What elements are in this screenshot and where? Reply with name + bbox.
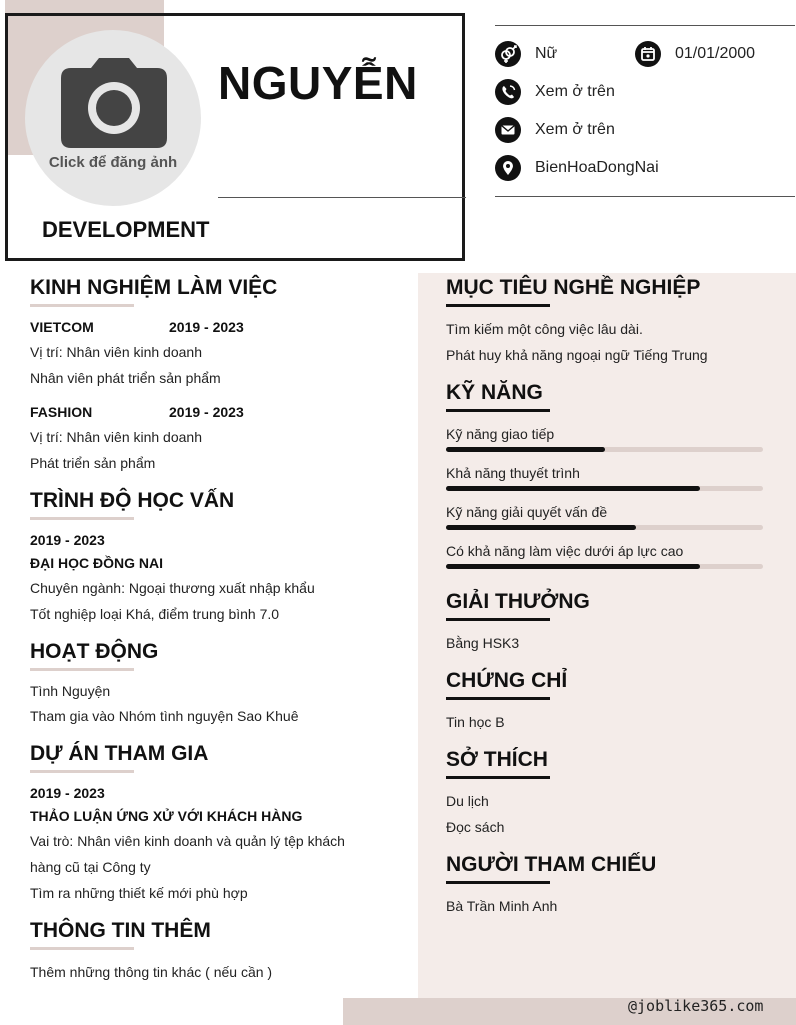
heading-underline [30,947,134,950]
hobby-line: Đọc sách [446,819,505,835]
heading-underline [30,668,134,671]
project-name: THẢO LUẬN ỨNG XỬ VỚI KHÁCH HÀNG [30,808,303,824]
experience-line: Phát triển sản phẩm [30,455,156,471]
skill-bar-fill [446,564,700,569]
job-title: DEVELOPMENT [42,217,210,242]
project-line: Vai trò: Nhân viên kinh doanh và quản lý tệp khách [30,833,345,849]
company-period: 2019 - 2023 [169,404,244,420]
skill-label: Kỹ năng giao tiếp [446,426,555,442]
photo-caption[interactable]: Click để đăng ảnh [48,154,178,171]
candidate-name: NGUYỄN [218,57,418,109]
skill-bar-fill [446,447,605,452]
heading-underline [30,304,134,307]
contact-divider-top [495,25,795,26]
company-name: FASHION [30,404,93,420]
skill-bar [446,564,763,569]
email-icon [495,117,521,143]
skill-bar [446,447,763,452]
more-info-line: Thêm những thông tin khác ( nếu cần ) [30,964,273,980]
skill-label: Khả năng thuyết trình [446,465,580,481]
reference-line: Bà Trần Minh Anh [446,898,558,914]
address-value: BienHoaDongNai [535,159,659,176]
experience-line: Vị trí: Nhân viên kinh doanh [30,344,202,360]
activity-line: Tình Nguyện [30,683,111,699]
gender-icon [495,41,521,67]
section-heading-references: NGƯỜI THAM CHIẾU [446,853,657,876]
experience-line: Vị trí: Nhân viên kinh doanh [30,429,202,445]
birthday-value: 01/01/2000 [675,45,756,62]
certificate-line: Tin học B [446,714,505,730]
skill-bar-fill [446,486,700,491]
section-heading-awards: GIẢI THƯỞNG [446,590,590,613]
school-name: ĐẠI HỌC ĐỒNG NAI [30,555,163,571]
email-value: Xem ở trên [535,121,615,138]
skill-label: Có khả năng làm việc dưới áp lực cao [446,543,684,559]
education-line: Chuyên ngành: Ngoại thương xuất nhập khẩu [30,580,315,596]
objective-line: Phát huy khả năng ngoại ngữ Tiếng Trung [446,347,708,363]
hobby-line: Du lịch [446,793,489,809]
section-heading-experience: KINH NGHIỆM LÀM VIỆC [30,276,278,299]
footer-watermark: @joblike365.com [628,997,764,1015]
heading-underline [30,517,134,520]
project-period: 2019 - 2023 [30,785,105,801]
skill-bar-fill [446,525,636,530]
heading-underline [446,304,550,307]
section-heading-hobbies: SỞ THÍCH [446,748,548,771]
phone-icon [495,79,521,105]
heading-underline [446,409,550,412]
experience-line: Nhân viên phát triển sản phẩm [30,370,221,386]
location-icon [495,155,521,181]
section-heading-objective: MỤC TIÊU NGHỀ NGHIỆP [446,276,701,299]
section-heading-projects: DỰ ÁN THAM GIA [30,742,209,765]
skill-label: Kỹ năng giải quyết vấn đề [446,504,608,520]
heading-underline [30,770,134,773]
section-heading-certificates: CHỨNG CHỈ [446,669,568,692]
award-line: Bằng HSK3 [446,635,520,651]
section-heading-activities: HOẠT ĐỘNG [30,640,159,663]
section-heading-more-info: THÔNG TIN THÊM [30,919,211,942]
section-heading-skills: KỸ NĂNG [446,381,543,404]
education-line: Tốt nghiệp loại Khá, điểm trung bình 7.0 [30,606,280,622]
heading-underline [446,618,550,621]
heading-underline [446,697,550,700]
skill-bar [446,525,763,530]
project-line: hàng cũ tại Công ty [30,859,151,875]
contact-divider-bottom [495,196,795,197]
heading-underline [446,881,550,884]
calendar-icon [635,41,661,67]
project-line: Tìm ra những thiết kế mới phù hợp [30,885,248,901]
name-divider [218,197,466,198]
heading-underline [446,776,550,779]
skill-bar [446,486,763,491]
education-period: 2019 - 2023 [30,532,105,548]
gender-value: Nữ [535,45,558,62]
company-period: 2019 - 2023 [169,319,244,335]
activity-line: Tham gia vào Nhóm tình nguyện Sao Khuê [30,708,299,724]
phone-value: Xem ở trên [535,83,615,100]
section-heading-education: TRÌNH ĐỘ HỌC VẤN [30,489,235,512]
company-name: VIETCOM [30,319,94,335]
objective-line: Tìm kiếm một công việc lâu dài. [446,321,643,337]
